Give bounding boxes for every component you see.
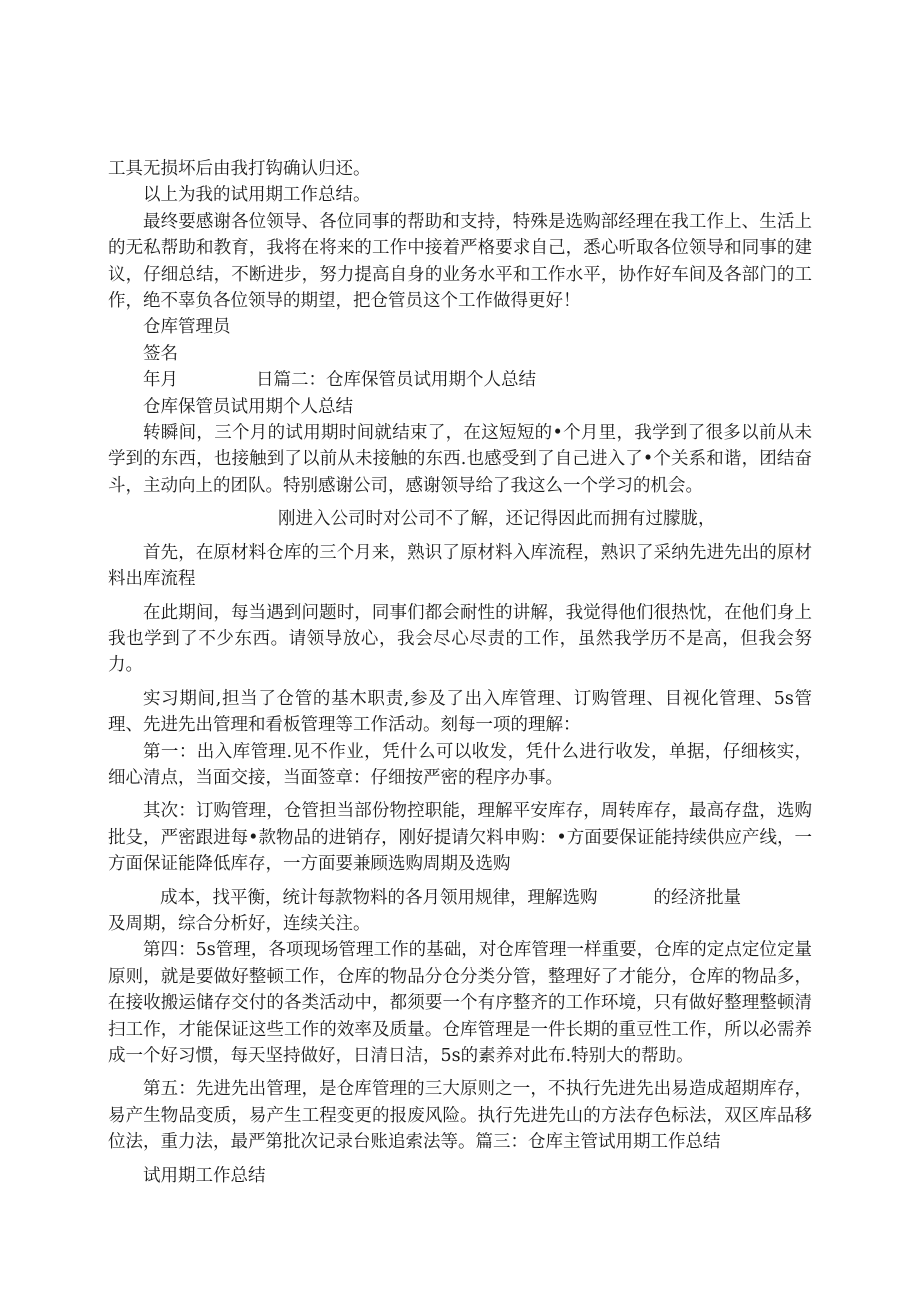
paragraph-first-raw-material: 首先，在原材料仓库的三个月来，熟识了原材料入库流程，熟识了采纳先进先出的原材料出库流程 bbox=[108, 542, 812, 590]
paragraph-internship: 实习期间,担当了仓管的基木职责,参及了出入库管理、订购管理、目视化管理、5s管理、先进先出管理和看板管理等工作活动。刻每一项的理解： bbox=[108, 688, 812, 736]
cost-balance-part-one: 成本，找平衡，统计每款物料的各月领用规律，理解选购 bbox=[160, 887, 598, 908]
section-two-title: 仓库保管员试用期个人总结 bbox=[143, 396, 353, 417]
cost-balance-part-two: 的经济批量 bbox=[653, 887, 741, 908]
paragraph-tools-return: 工具无损坏后由我打钩确认归还。 bbox=[108, 159, 371, 179]
section-three-title: 试用期工作总结 bbox=[143, 1165, 266, 1186]
paragraph-cost-balance-cont: 及周期，综合分析好，连续关注。 bbox=[108, 913, 371, 934]
section-two-heading: 日篇二：仓库保管员试用期个人总结 bbox=[256, 370, 536, 391]
paragraph-during-period: 在此期间，每当遇到问题时，同事们都会耐性的讲解，我觉得他们很热忱，在他们身上我也学到了不少东西。请领导放心，我会尽心尽责的工作，虽然我学历不是高，但我会努力。 bbox=[108, 602, 812, 676]
signature-title: 仓库管理员 bbox=[143, 317, 231, 338]
paragraph-fourth-5s: 第四：5s管理，各项现场管理工作的基础，对仓库管理一样重要，仓库的定点定位定量原则，就是要做好整顿工作，仓库的物品分仓分类分管，整理好了才能分，仓库的物品多，在接收搬运储存交付的各类活动中，都须要一个有序整齐的工作环境，只有做好整理整顿清扫工作，才能保证这些工作的效率及质量。仓库管理是一件长期的重豆性工作，所以必需养成一个好习惯，每天坚持做好，日清日洁，5s的素养对此布.特别大的帮助。 bbox=[108, 940, 812, 1066]
paragraph-first-arrival: 刚进入公司时对公司不了解，还记得因此而拥有过朦胧， bbox=[278, 509, 716, 530]
date-label: 年月 bbox=[143, 370, 178, 391]
paragraph-cost-balance bbox=[108, 885, 812, 911]
paragraph-first-inbound-outbound: 第一：出入库管理.见不作业，凭什么可以收发，凭什么进行收发，单据，仔细核实，细心清点，当面交接，当面签章：仔细按严密的程序办事。 bbox=[108, 741, 812, 788]
paragraph-thanks: 最终要感谢各位领导、各位同事的帮助和支持，特殊是选购部经理在我工作上、生活上的无私帮助和教育，我将在将来的工作中接着严格要求自己，悉心听取各位领导和同事的建议，仔细总结，不断进步，努力提高自身的业务水平和工作水平，协作好车间及各部门的工作，绝不辜负各位领导的期望，把仓管员这个工作做得更好！ bbox=[108, 211, 812, 312]
document-body bbox=[108, 156, 812, 1189]
signature-label: 签名 bbox=[143, 343, 178, 364]
paragraph-second-ordering: 其次：订购管理，仓管担当部份物控职能，理解平安库存，周转库存，最高存盘，选购批殳，严密跟进每•款物品的进销存，刚好提请欠料申购：•方面要保证能持续供应产线，一方面保证能降低库存，一方面要兼顾选购周期及选购 bbox=[108, 801, 812, 875]
paragraph-three-months: 转瞬间，三个月的试用期时间就结束了，在这短短的•个月里，我学到了很多以前从未学到的东西，也接触到了以前从未接触的东西.也感受到了自己进入了•个关系和谐，团结奋斗，主动向上的团队。特别感谢公司，感谢领导给了我这么一个学习的机会。 bbox=[108, 423, 812, 496]
paragraph-fifth-fifo: 第五：先进先出管理，是仓库管理的三大原则之一，不执行先进先出易造成超期库存，易产生物品变质，易产生工程变更的报废风险。执行先进先山的方法存色标法，双区库品移位法，重力法，最严第批次记录台账追索法等。篇三：仓库主管试用期工作总结 bbox=[108, 1079, 812, 1153]
date-and-section-two-heading bbox=[108, 367, 812, 393]
paragraph-summary-intro: 以上为我的试用期工作总结。 bbox=[143, 185, 371, 206]
